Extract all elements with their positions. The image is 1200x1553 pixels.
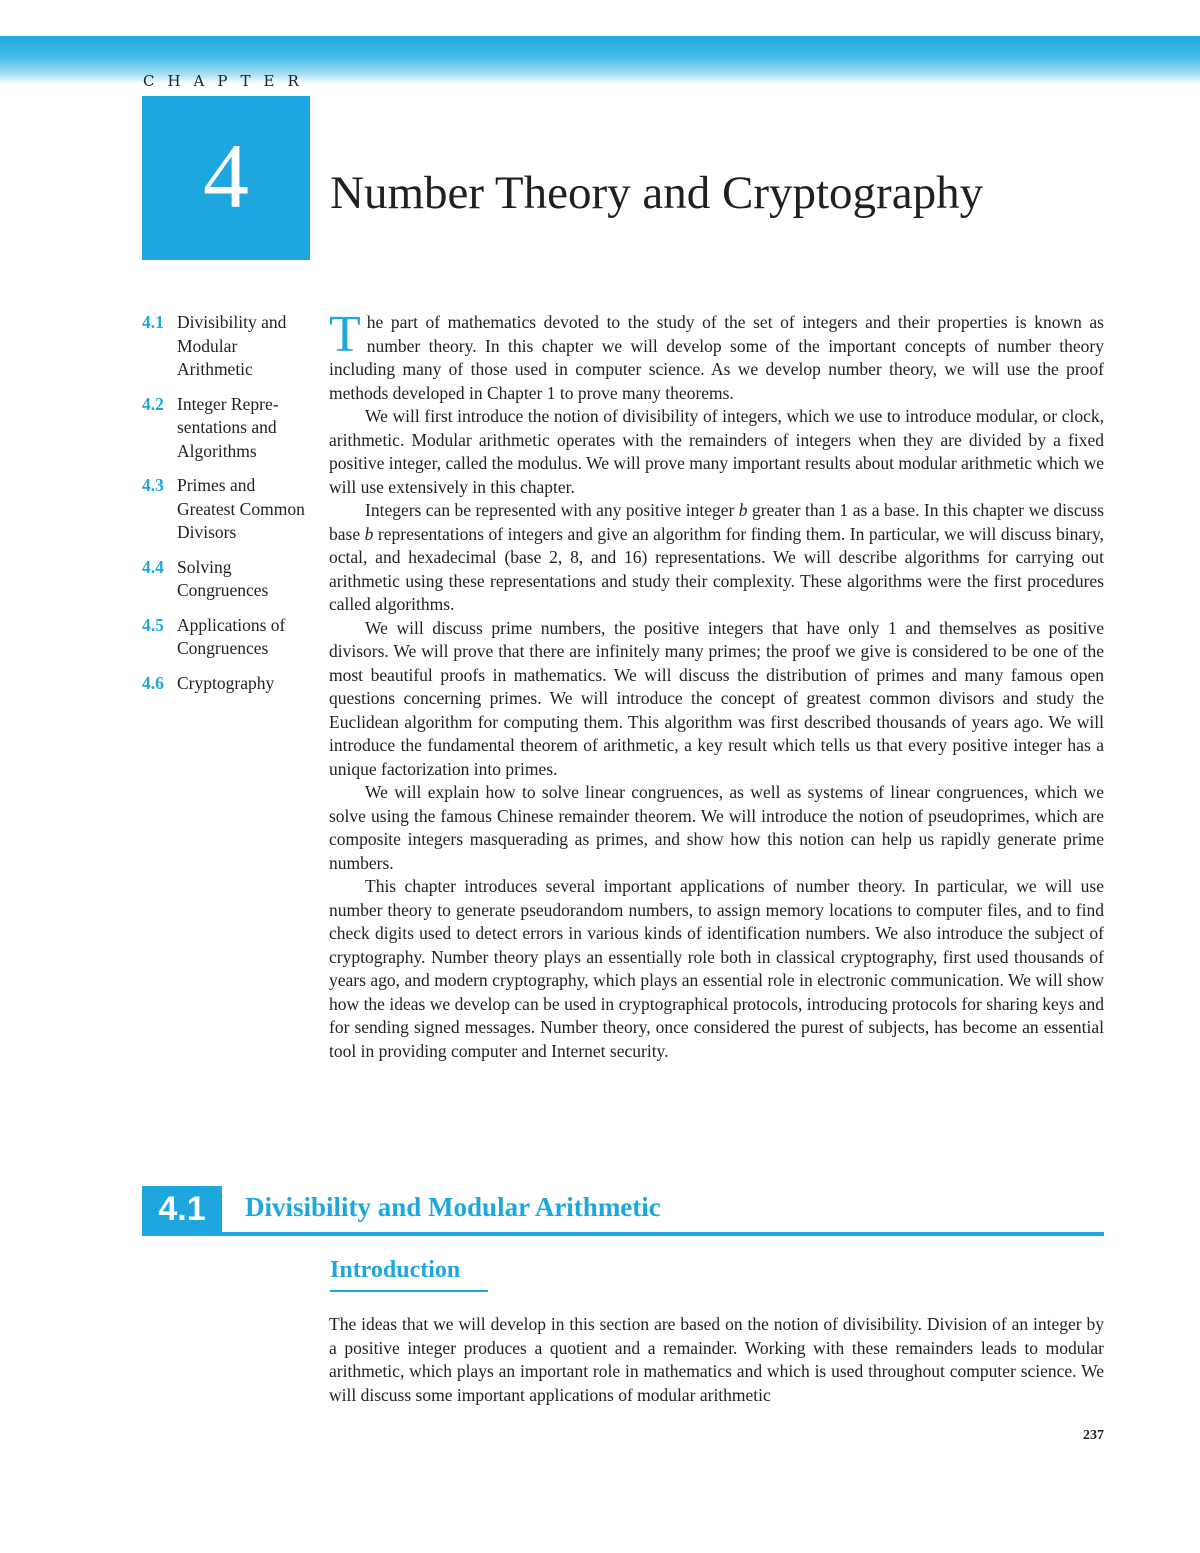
chapter-label: CHAPTER	[143, 72, 312, 90]
toc-item-number: 4.3	[142, 475, 164, 495]
toc-item-number: 4.4	[142, 556, 164, 577]
page-number: 237	[1083, 1428, 1104, 1443]
toc-item-number: 4.2	[142, 393, 164, 414]
intro-paragraph-3	[329, 499, 1104, 617]
chapter-title: Number Theory and Cryptography	[330, 167, 984, 219]
section-number-box: 4.1	[142, 1186, 222, 1232]
chapter-contents	[142, 311, 312, 706]
toc-item-label: Primes and Greatest Common Divisors	[177, 475, 305, 542]
chapter-number: 4	[203, 125, 249, 227]
section-body	[329, 1313, 1104, 1407]
toc-item[interactable]	[142, 311, 312, 382]
intro-paragraph-4: We will discuss prime numbers, the positive integers that have only 1 and themselves as positive divisors. We will prove that there are infinitely many primes; the proof we give is considered to be one of the most beautiful proofs in mathematics. We will discuss the distribution of primes and many famous open questions concerning primes. We will introduce the concept of greatest common divisors and study the Euclidean algorithm for computing them. This algorithm was first described thousands of years ago. We will introduce the fundamental theorem of arithmetic, a key result which tells us that every positive integer has a unique factorization into primes.	[329, 617, 1104, 779]
chapter-number-box	[142, 96, 310, 260]
toc-item-label: Cryptography	[177, 672, 275, 693]
intro-paragraph-6: This chapter introduces several important applications of number theory. In particular, we will use number theory to generate pseudorandom numbers, to assign memory locations to computer files, and to find check digits used to detect errors in various kinds of identification numbers. We also introduce the subject of cryptography. Number theory plays an essentially role both in classical cryptography, first used thousands of years ago, and modern cryptography, which plays an essential role in electronic communication. We will show how the ideas we develop can be used in cryptographical protocols, introducing protocols for sharing keys and for sending signed messages. Number theory, once considered the purest of subjects, has become an essential tool in providing computer and Internet security.	[329, 876, 1104, 1061]
toc-item-label: Integer Repre-sentations and Algorithms	[177, 393, 279, 461]
toc-item[interactable]	[142, 556, 312, 603]
toc-item-label: Solving Congruences	[177, 556, 269, 600]
toc-item[interactable]	[142, 393, 312, 464]
intro-p3-part: representations of integers and give an algorithm for finding them. In particular, we will discuss binary, octal, and hexadecimal (base 2, 8, and 16) representations. We will describe algorithms for carrying out arithmetic using these representations and study their complexity. These algorithms were the first procedures called algorithms.	[329, 523, 1104, 614]
toc-item-number: 4.6	[142, 672, 164, 693]
toc-item[interactable]	[142, 474, 312, 545]
chapter-introduction	[329, 306, 1104, 1063]
intro-p3-part: Integers can be represented with any positive integer	[365, 500, 739, 520]
section-title: Divisibility and Modular Arithmetic	[245, 1192, 661, 1222]
intro-paragraph-1-text: he part of mathematics devoted to the study of the set of integers and their properties is known as number theory. In this chapter we will develop some of the important concepts of number theory including many of those used in computer science. As we develop number theory, we will use the proof methods developed in Chapter 1 to prove many theorems.	[329, 312, 1104, 403]
intro-p3-italic-b: b	[738, 500, 748, 520]
toc-item[interactable]	[142, 672, 312, 696]
toc-item-label: Divisibility and Modular Arithmetic	[177, 312, 287, 379]
toc-item[interactable]	[142, 614, 312, 661]
intro-p3-part: greater than 1 as a base. In this chapter we discuss base	[329, 500, 1104, 544]
intro-p3-italic-b: b	[364, 523, 374, 544]
subsection-rule	[330, 1290, 488, 1292]
drop-cap: T	[329, 306, 361, 363]
toc-item-label: Applications of Congruences	[177, 614, 286, 658]
subsection-title: Introduction	[330, 1257, 461, 1283]
intro-paragraph-5: We will explain how to solve linear congruences, as well as systems of linear congruences, which we solve using the famous Chinese remainder theorem. We will introduce the notion of pseudoprimes, which are composite integers masquerading as primes, and show how this notion can help us rapidly generate prime numbers.	[329, 782, 1104, 873]
section-paragraph: The ideas that we will develop in this section are based on the notion of divisibility. Division of an integer by a positive integer produces a quotient and a remainder. Working with these remainders leads to modular arithmetic, which plays an important role in mathematics and which is used throughout computer science. We will discuss some important applications of modular arithmetic	[329, 1314, 1104, 1405]
intro-paragraph-1	[329, 306, 1104, 405]
toc-item-number: 4.5	[142, 614, 164, 635]
intro-paragraph-2: We will first introduce the notion of divisibility of integers, which we use to introduce modular, or clock, arithmetic. Modular arithmetic operates with the remainders of integers when they are divided by a fixed positive integer, called the modulus. We will prove many important results about modular arithmetic which we will use extensively in this chapter.	[329, 406, 1104, 497]
section-rule	[142, 1232, 1104, 1236]
toc-item-number: 4.1	[142, 312, 164, 332]
